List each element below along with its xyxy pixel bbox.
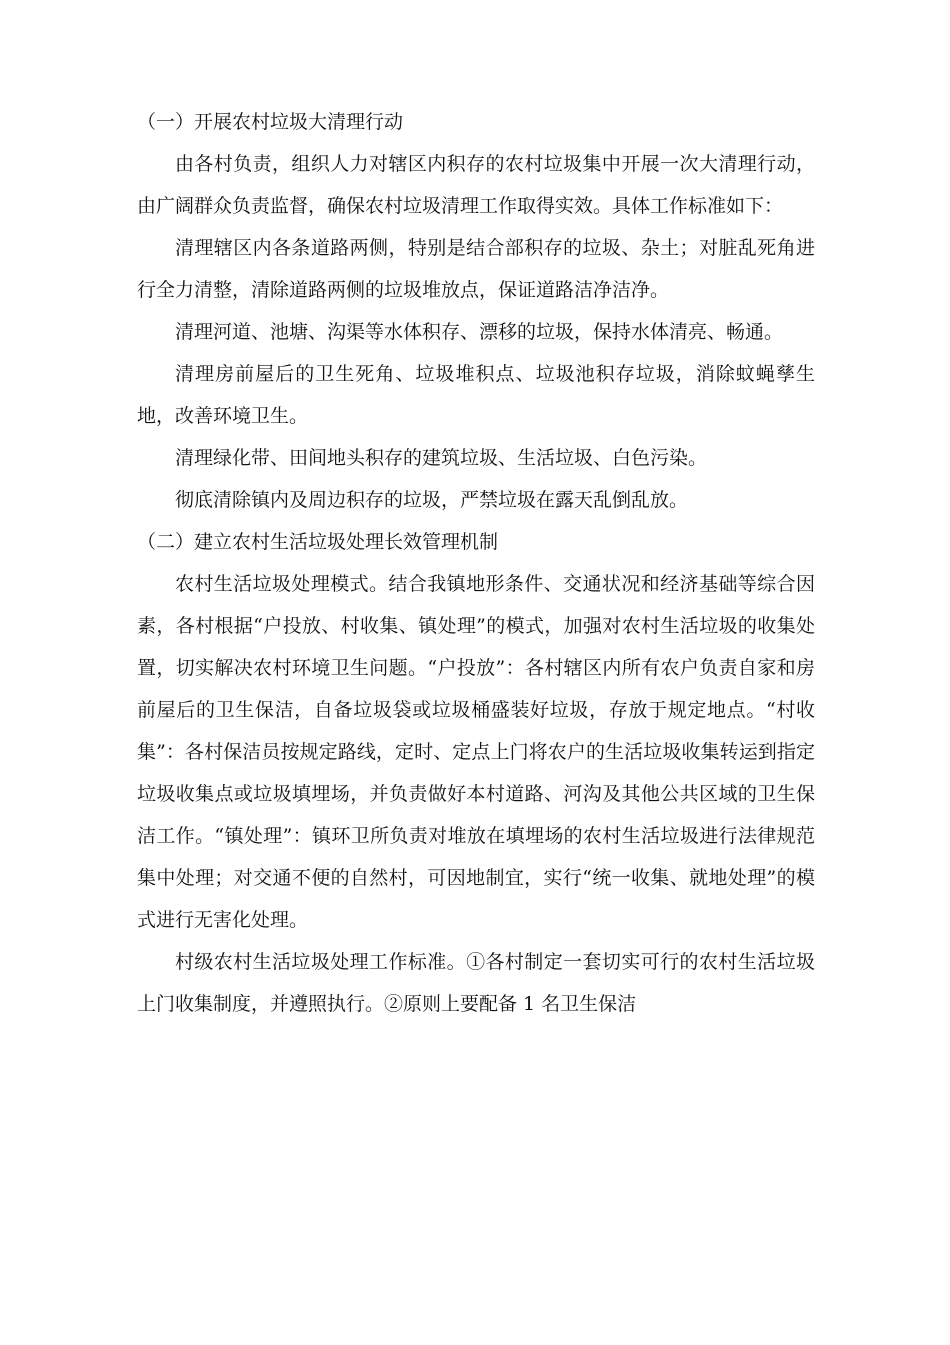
paragraph-green-belts: 清理绿化带、田间地头积存的建筑垃圾、生活垃圾、白色污染。 [175, 447, 708, 469]
paragraph-waterways: 清理河道、池塘、沟渠等水体积存、漂移的垃圾，保持水体清亮、畅通。 [175, 321, 784, 343]
paragraph-village-standards: 村级农村生活垃圾处理工作标准。①各村制定一套切实可行的农村生活垃圾上门收集制度，并遵照执行。②原则上要配备 1 名卫生保洁 [137, 951, 815, 1015]
section-heading-2: （二）建立农村生活垃圾处理长效管理机制 [137, 531, 499, 553]
section-heading-1: （一）开展农村垃圾大清理行动 [137, 111, 404, 133]
paragraph-intro: 由各村负责，组织人力对辖区内积存的农村垃圾集中开展一次大清理行动，由广阔群众负责监督，确保农村垃圾清理工作取得实效。具体工作标准如下： [137, 153, 815, 217]
paragraph-processing-mode: 农村生活垃圾处理模式。结合我镇地形条件、交通状况和经济基础等综合因素，各村根据“户投放、村收集、镇处理”的模式，加强对农村生活垃圾的收集处置，切实解决农村环境卫生问题。“户投放”：各村辖区内所有农户负责自家和房前屋后的卫生保洁，自备垃圾袋或垃圾桶盛装好垃圾，存放于规定地点。“村收集”：各村保洁员按规定路线，定时、定点上门将农户的生活垃圾收集转运到指定垃圾收集点或垃圾填埋场，并负责做好本村道路、河沟及其他公共区域的卫生保洁工作。“镇处理”：镇环卫所负责对堆放在填埋场的农村生活垃圾进行法律规范集中处理；对交通不便的自然村，可因地制宜，实行“统一收集、就地处理”的模式进行无害化处理。 [137, 573, 815, 931]
paragraph-town: 彻底清除镇内及周边积存的垃圾，严禁垃圾在露天乱倒乱放。 [175, 489, 689, 511]
paragraph-roads: 清理辖区内各条道路两侧，特别是结合部积存的垃圾、杂土；对脏乱死角进行全力清整，清除道路两侧的垃圾堆放点，保证道路洁净洁净。 [137, 237, 815, 301]
document-body [137, 101, 815, 1025]
paragraph-houses: 清理房前屋后的卫生死角、垃圾堆积点、垃圾池积存垃圾，消除蚊蝇孳生地，改善环境卫生。 [137, 363, 815, 427]
